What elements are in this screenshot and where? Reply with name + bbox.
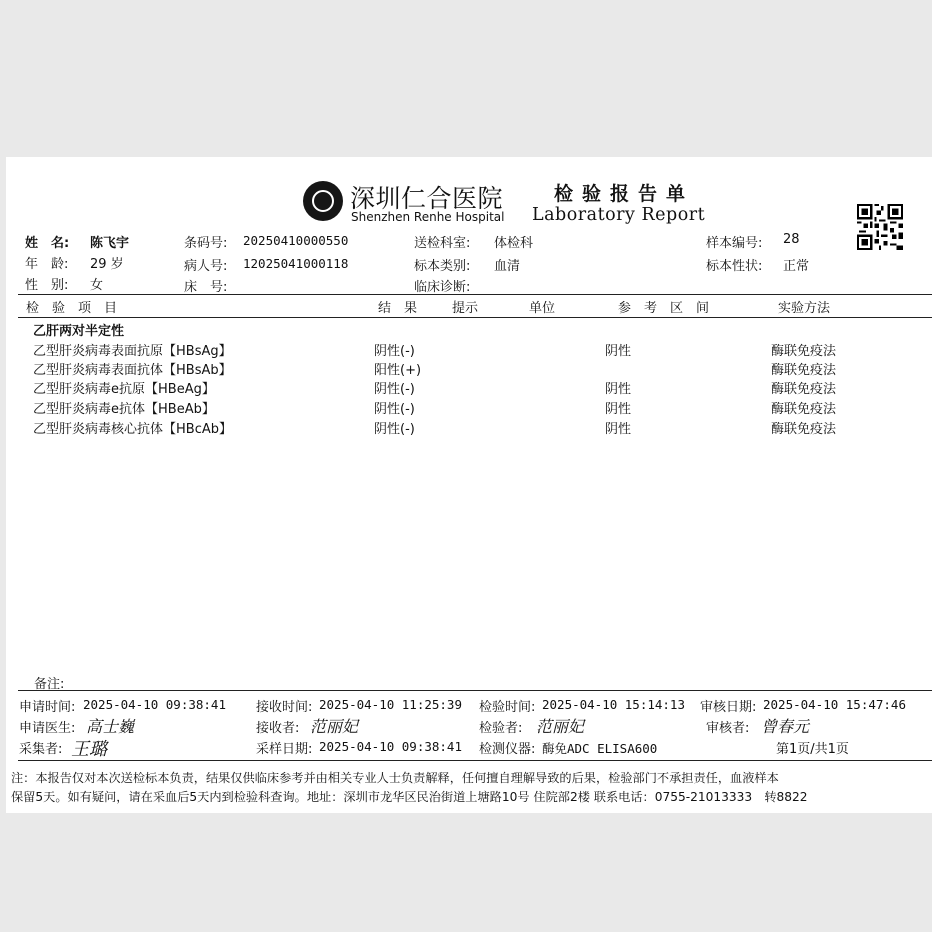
- collect-date-label: 采样日期:: [256, 742, 313, 757]
- diagnosis-label: 临床诊断:: [414, 280, 471, 295]
- report-title-en: Laboratory Report: [532, 205, 706, 225]
- bed-label: 床 号:: [184, 280, 228, 295]
- barcode-value: 20250410000550: [243, 233, 349, 248]
- row-method: 酶联免疫法: [771, 402, 837, 417]
- row-item: 乙型肝炎病毒e抗原【HBeAg】: [33, 382, 215, 397]
- name-label: 姓 名:: [25, 236, 70, 251]
- reviewer-signature: 曾春元: [761, 717, 810, 736]
- row-method: 酶联免疫法: [771, 382, 837, 397]
- patient-no-value: 12025041000118: [243, 256, 349, 271]
- dept-value: 体检科: [494, 236, 534, 251]
- row-item: 乙型肝炎病毒核心抗体【HBcAb】: [33, 422, 232, 437]
- page-indicator: 第1页/共1页: [776, 742, 849, 757]
- row-item: 乙型肝炎病毒表面抗体【HBsAb】: [33, 363, 232, 378]
- test-time-value: 2025-04-10 15:14:13: [542, 697, 685, 712]
- footer-top-rule: [18, 690, 932, 691]
- patient-sex: 女: [90, 278, 104, 293]
- row-ref: 阴性: [605, 422, 632, 437]
- remarks-label: 备注:: [34, 677, 65, 692]
- apply-time-value: 2025-04-10 09:38:41: [83, 697, 226, 712]
- receive-time-label: 接收时间:: [256, 700, 313, 715]
- report-title-cn: 检验报告单: [554, 183, 695, 205]
- review-date-value: 2025-04-10 15:47:46: [763, 697, 906, 712]
- review-date-label: 审核日期:: [700, 700, 757, 715]
- note-line-1: 注：本报告仅对本次送检标本负责，结果仅供临床参考并由相关专业人士负责解释，任何擅自理解导致的后果，检验部门不承担责任，血液样本: [11, 771, 779, 785]
- sex-label: 性 别:: [25, 278, 69, 293]
- test-group-title: 乙肝两对半定性: [33, 324, 125, 339]
- note-line-2: 保留5天。如有疑问，请在采血后5天内到检验科查询。地址：深圳市龙华区民治街道上塘路10号 住院部2楼 联系电话：0755-21013333 转8822: [11, 790, 808, 804]
- hospital-name-cn: 深圳仁合医院: [350, 184, 504, 213]
- hospital-logo-icon: [303, 181, 343, 221]
- collector-signature: 王璐: [71, 739, 107, 760]
- header-method: 实验方法: [778, 301, 831, 316]
- hospital-name-en: Shenzhen Renhe Hospital: [351, 210, 505, 224]
- row-result: 阴性(-): [374, 382, 415, 397]
- row-result: 阳性(+): [374, 363, 422, 378]
- header-ref: 参 考 区 间: [618, 301, 710, 316]
- table-header-rule: [18, 317, 932, 318]
- tester-label: 检验者:: [479, 721, 523, 736]
- sample-prop-value: 正常: [783, 259, 810, 274]
- row-method: 酶联免疫法: [771, 422, 837, 437]
- row-item: 乙型肝炎病毒表面抗原【HBsAg】: [33, 344, 232, 359]
- dept-label: 送检科室:: [414, 236, 471, 251]
- age-label: 年 龄:: [25, 257, 69, 272]
- footer-bottom-rule: [18, 760, 932, 761]
- lab-report-sheet: [6, 157, 932, 813]
- instrument-value: 酶免ADC ELISA600: [542, 741, 658, 756]
- collector-label: 采集者:: [19, 742, 63, 757]
- test-time-label: 检验时间:: [479, 700, 536, 715]
- table-top-rule: [18, 294, 932, 295]
- receive-time-value: 2025-04-10 11:25:39: [319, 697, 462, 712]
- sample-no-value: 28: [783, 232, 800, 247]
- row-method: 酶联免疫法: [771, 344, 837, 359]
- reviewer-label: 审核者:: [706, 721, 750, 736]
- row-ref: 阴性: [605, 344, 632, 359]
- patient-no-label: 病人号:: [184, 259, 228, 274]
- doctor-signature: 高士巍: [86, 717, 135, 736]
- apply-time-label: 申请时间:: [19, 700, 76, 715]
- row-result: 阴性(-): [374, 422, 415, 437]
- sample-no-label: 样本编号:: [706, 236, 763, 251]
- specimen-type-value: 血清: [494, 259, 521, 274]
- receiver-signature: 范丽妃: [310, 717, 359, 736]
- header-unit: 单位: [529, 301, 556, 316]
- row-result: 阴性(-): [374, 344, 415, 359]
- header-result: 结 果: [378, 301, 418, 316]
- patient-age: 29 岁: [90, 257, 124, 272]
- row-ref: 阴性: [605, 402, 632, 417]
- qr-code-icon: [857, 204, 903, 250]
- header-hint: 提示: [452, 301, 479, 316]
- doctor-label: 申请医生:: [19, 721, 76, 736]
- tester-signature: 范丽妃: [536, 717, 585, 736]
- instrument-label: 检测仪器:: [479, 742, 536, 757]
- specimen-type-label: 标本类别:: [414, 259, 471, 274]
- barcode-label: 条码号:: [184, 236, 228, 251]
- header-item: 检 验 项 目: [26, 301, 118, 316]
- receiver-label: 接收者:: [256, 721, 300, 736]
- patient-name: 陈飞宇: [90, 236, 130, 251]
- row-method: 酶联免疫法: [771, 363, 837, 378]
- row-item: 乙型肝炎病毒e抗体【HBeAb】: [33, 402, 215, 417]
- row-result: 阴性(-): [374, 402, 415, 417]
- collect-date-value: 2025-04-10 09:38:41: [319, 739, 462, 754]
- row-ref: 阴性: [605, 382, 632, 397]
- sample-prop-label: 标本性状:: [706, 259, 763, 274]
